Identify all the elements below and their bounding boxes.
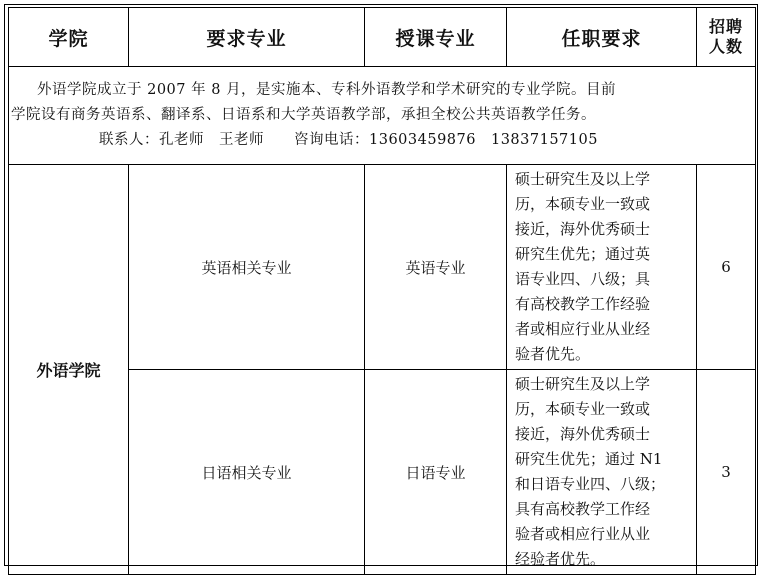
- requirement-line: 验者优先。: [515, 345, 591, 363]
- college-name: 外语学院: [9, 165, 129, 575]
- required-major: 日语相关专业: [129, 370, 365, 575]
- intro-line-2: 学院设有商务英语系、翻译系、日语系和大学英语教学部，承担全校公共英语教学任务。: [11, 107, 596, 123]
- intro-line-1: 外语学院成立于 2007 年 8 月，是实施本、专科外语教学和学术研究的专业学院。目前: [37, 82, 617, 98]
- contact-line: 联系人：孔老师 王老师 咨询电话：13603459876 13837157105: [99, 132, 598, 148]
- hiring-count: 6: [697, 165, 756, 370]
- header-count: [697, 8, 756, 67]
- required-major: 英语相关专业: [129, 165, 365, 370]
- requirement-line: 有高校教学工作经验: [515, 295, 651, 313]
- college-intro: [9, 67, 756, 165]
- hiring-count: 3: [697, 370, 756, 575]
- requirement-line: 和日语专业四、八级；: [515, 475, 666, 493]
- header-count-line2: 人数: [708, 37, 743, 56]
- intro-row: [9, 67, 756, 165]
- requirement-line: 研究生优先；通过英: [515, 245, 651, 263]
- requirement-line: 者或相应行业从业经: [515, 320, 651, 338]
- requirement-line: 具有高校教学工作经: [515, 500, 651, 518]
- requirement-line: 研究生优先；通过 N1: [515, 450, 663, 468]
- header-count-line1: 招聘: [708, 17, 743, 36]
- requirement-line: 语专业四、八级；具: [515, 270, 651, 288]
- job-requirements: [507, 370, 697, 575]
- header-required-major: 要求专业: [129, 8, 365, 67]
- job-requirements: [507, 165, 697, 370]
- requirement-line: 硕士研究生及以上学: [515, 375, 651, 393]
- requirement-line: 经验者优先。: [515, 550, 606, 568]
- requirement-line: 接近，海外优秀硕士: [515, 425, 651, 443]
- requirement-line: 硕士研究生及以上学: [515, 170, 651, 188]
- requirement-line: 历，本硕专业一致或: [515, 195, 651, 213]
- requirement-line: 验者或相应行业从业: [515, 525, 651, 543]
- recruitment-table: [8, 7, 756, 575]
- header-college: 学院: [9, 8, 129, 67]
- header-requirements: 任职要求: [507, 8, 697, 67]
- teaching-major: 英语专业: [365, 165, 507, 370]
- header-teaching-major: 授课专业: [365, 8, 507, 67]
- header-row: [9, 8, 756, 67]
- requirement-line: 接近，海外优秀硕士: [515, 220, 651, 238]
- teaching-major: 日语专业: [365, 370, 507, 575]
- requirement-line: 历，本硕专业一致或: [515, 400, 651, 418]
- position-row: [9, 165, 756, 370]
